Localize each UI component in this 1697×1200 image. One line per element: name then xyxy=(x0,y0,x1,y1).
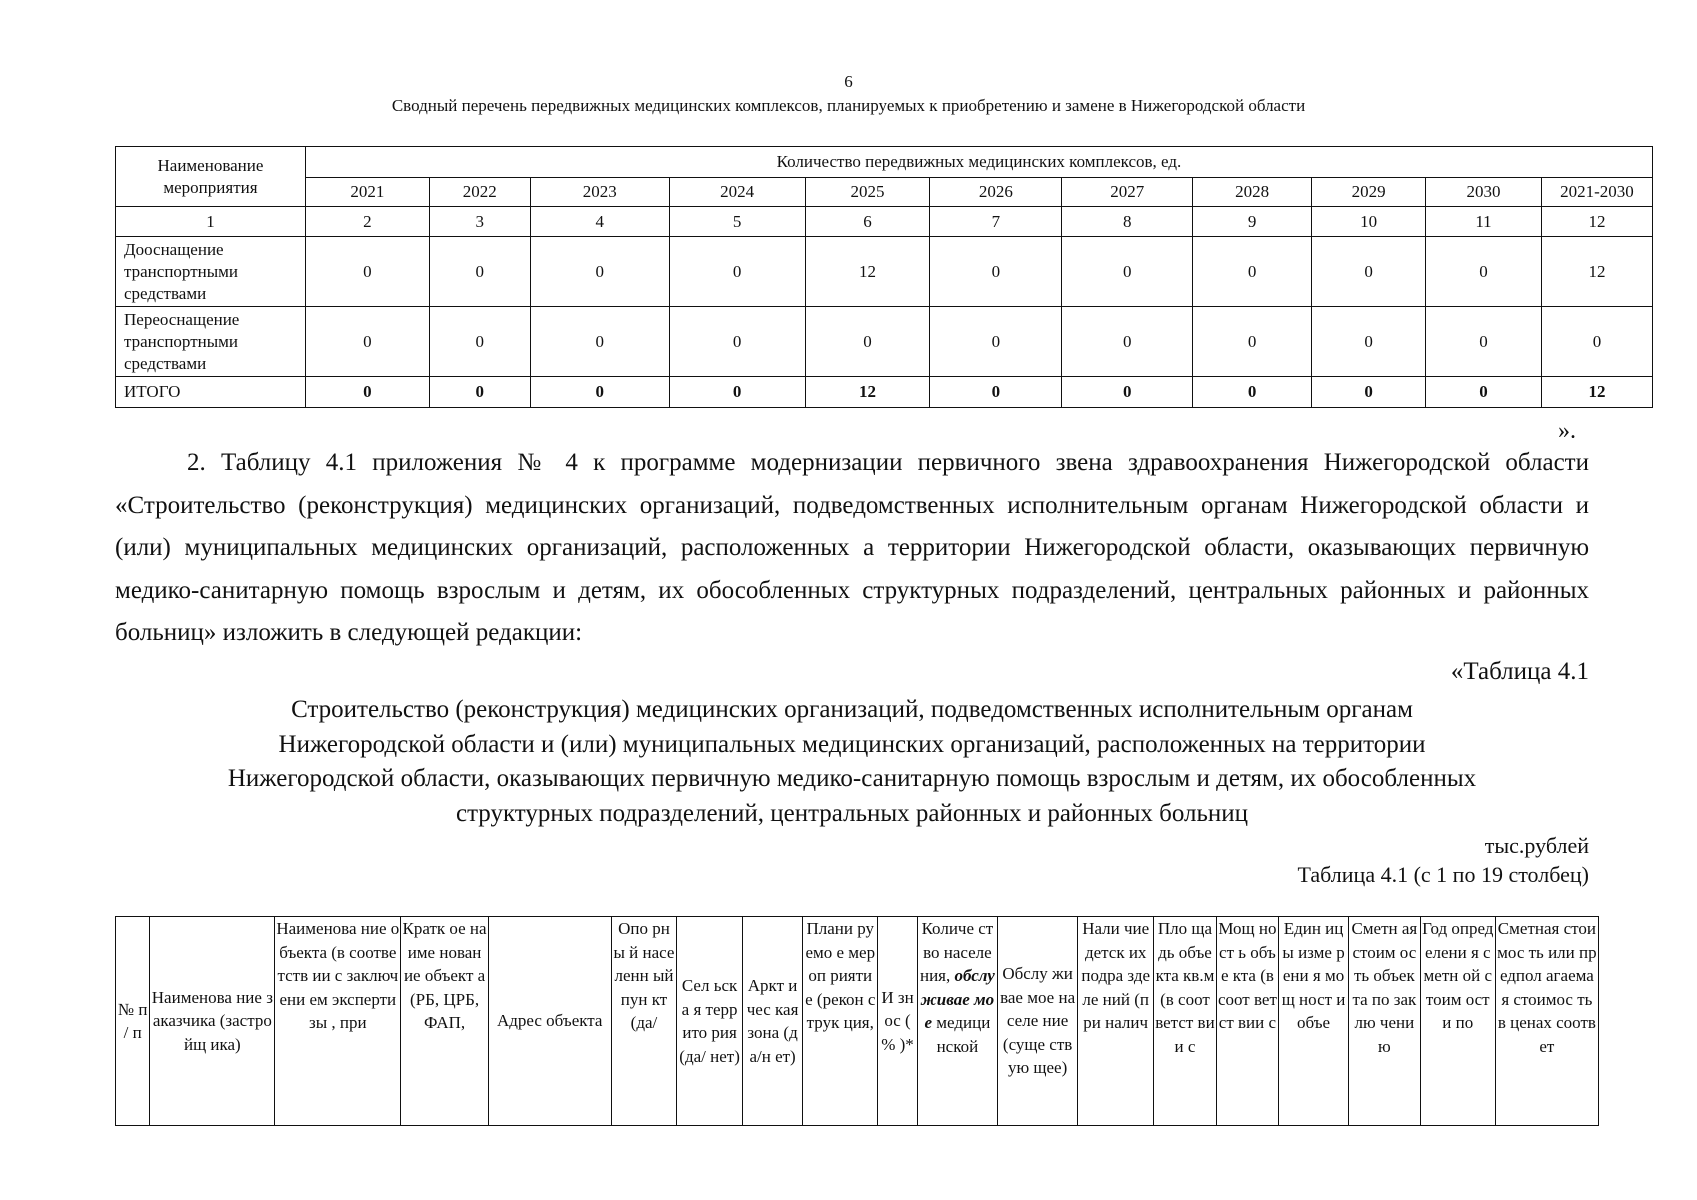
total-value-cell: 12 xyxy=(805,377,930,408)
year-cell: 2021 xyxy=(305,178,429,207)
column-number-row xyxy=(116,207,1653,237)
total-value-cell: 0 xyxy=(530,377,669,408)
paragraph-text: 2. Таблицу 4.1 приложения № 4 к программе модернизации первичного звена здравоохранения Нижегородской области «Строительство (реконструкция) медицинских организаций, подведомственных исполнительным органам Нижегородской области и (или) муниципальных медицинских организаций, расположенных а территории Нижегородской области, оказывающих первичную медико-санитарную помощь взрослым и детям, их обособленных структурных подразделений, центральных районных и районных больниц» изложить в следующей редакции: xyxy=(115,449,1589,646)
column-number-cell: 5 xyxy=(669,207,805,237)
column-number-cell: 6 xyxy=(805,207,930,237)
table2-title xyxy=(115,693,1589,831)
value-cell: 0 xyxy=(530,237,669,307)
table-row xyxy=(116,307,1653,377)
value-cell: 0 xyxy=(1062,237,1193,307)
value-cell: 12 xyxy=(805,237,930,307)
total-value-cell: 0 xyxy=(669,377,805,408)
column-number-cell: 2 xyxy=(305,207,429,237)
year-cell: 2030 xyxy=(1426,178,1542,207)
column-number-cell: 10 xyxy=(1312,207,1426,237)
value-cell: 0 xyxy=(305,307,429,377)
value-cell: 0 xyxy=(1312,307,1426,377)
title-line: Нижегородской области и (или) муниципальных медицинских организаций, расположенных на территории xyxy=(278,730,1426,758)
column-number-cell: 11 xyxy=(1426,207,1542,237)
value-cell: 0 xyxy=(1193,237,1312,307)
header-number: № п / п xyxy=(116,917,150,1126)
column-number-cell: 12 xyxy=(1541,207,1652,237)
header-population-count: Количе ство населе ния, обслу живае мое медици нской xyxy=(917,917,997,1126)
value-cell: 0 xyxy=(1426,307,1542,377)
header-capacity-units: Един ицы изме рени я мощ ност и объе xyxy=(1279,917,1349,1126)
year-cell: 2026 xyxy=(930,178,1062,207)
header-served-population: Обслу живае мое населе ние (суще ствую щее) xyxy=(998,917,1078,1126)
total-value-cell: 0 xyxy=(305,377,429,408)
value-cell: 0 xyxy=(1193,307,1312,377)
columns-note: Таблица 4.1 (с 1 по 19 столбец) xyxy=(1297,862,1589,887)
value-cell: 0 xyxy=(305,237,429,307)
value-cell: 12 xyxy=(1541,237,1652,307)
mobile-complexes-table xyxy=(115,146,1653,408)
column-number-cell: 7 xyxy=(930,207,1062,237)
page-number: 6 xyxy=(844,72,853,91)
total-value-cell: 0 xyxy=(1312,377,1426,408)
value-cell: 0 xyxy=(1426,237,1542,307)
total-label: ИТОГО xyxy=(116,377,306,408)
total-value-cell: 0 xyxy=(1062,377,1193,408)
year-cell: 2023 xyxy=(530,178,669,207)
header-event-name: Наименование мероприятия xyxy=(116,147,306,207)
table-row xyxy=(116,237,1653,307)
header-quantity: Количество передвижных медицинских комплексов, ед. xyxy=(305,147,1652,178)
header-object-name: Наименова ние объекта (в соответств ии с заключени ем экспертизы , при xyxy=(275,917,401,1126)
total-row xyxy=(116,377,1653,408)
header-short-name: Кратк ое наиме нован ие объект а (РБ, ЦРБ, ФАП, xyxy=(401,917,488,1126)
year-cell: 2027 xyxy=(1062,178,1193,207)
units-label: тыс.рублей xyxy=(1484,833,1589,858)
header-wear: И зн ос ( % )* xyxy=(878,917,918,1126)
header-customer: Наименова ние заказчика (застройщ ика) xyxy=(150,917,275,1126)
column-number-cell: 9 xyxy=(1193,207,1312,237)
total-value-cell: 0 xyxy=(930,377,1062,408)
construction-table-header xyxy=(115,916,1599,1126)
header-children-units: Нали чие детск их подра зделе ний (при налич xyxy=(1078,917,1154,1126)
header-arctic-zone: Аркт ичес кая зона (да/н ет) xyxy=(742,917,802,1126)
year-cell: 2028 xyxy=(1193,178,1312,207)
year-cell: 2029 xyxy=(1312,178,1426,207)
column-number-cell: 4 xyxy=(530,207,669,237)
table1-title: Сводный перечень передвижных медицинских комплексов, планируемых к приобретению и замене в Нижегородской области xyxy=(391,96,1306,115)
value-cell: 0 xyxy=(429,307,530,377)
value-cell: 0 xyxy=(805,307,930,377)
header-planned-event: Плани руемо е мероп рияти е (рекон струк ция, xyxy=(803,917,878,1126)
header-capacity: Мощ ност ь объе кта (в соот ветст вии с xyxy=(1216,917,1278,1126)
year-cell: 2024 xyxy=(669,178,805,207)
value-cell: 0 xyxy=(930,237,1062,307)
header-cost-current-prices: Сметная стоимос ть или предпол агаемая стоимос ть в ценах соответ xyxy=(1495,917,1598,1126)
row-name: Переоснащение транспортными средствами xyxy=(116,307,306,377)
value-cell: 0 xyxy=(429,237,530,307)
column-number-cell: 8 xyxy=(1062,207,1193,237)
total-value-cell: 0 xyxy=(1193,377,1312,408)
row-name: Дооснащение транспортными средствами xyxy=(116,237,306,307)
total-value-cell: 12 xyxy=(1541,377,1652,408)
header-cost-year: Год опред елени я сметн ой стоим ости по xyxy=(1420,917,1495,1126)
year-header-row xyxy=(116,178,1653,207)
year-cell: 2022 xyxy=(429,178,530,207)
column-number-cell: 3 xyxy=(429,207,530,237)
value-cell: 0 xyxy=(669,307,805,377)
header-estimated-cost: Сметн ая стоим ость объек та по заклю чени ю xyxy=(1348,917,1420,1126)
column-number-cell: 1 xyxy=(116,207,306,237)
title-line: Строительство (реконструкция) медицинских организаций, подведомственных исполнительным органам xyxy=(291,696,1413,723)
value-cell: 0 xyxy=(530,307,669,377)
closing-quote: ». xyxy=(1558,418,1576,444)
header-address: Адрес объекта xyxy=(488,917,611,1126)
table-label: «Таблица 4.1 xyxy=(1450,658,1589,685)
header-reference-settlement: Опо рны й насе ленн ый пун кт (да/ xyxy=(611,917,677,1126)
header-area: Пло щадь объе кта кв.м (в соот ветст вии с xyxy=(1154,917,1216,1126)
value-cell: 0 xyxy=(930,307,1062,377)
title-line: Нижегородской области, оказывающих первичную медико-санитарную помощь взрослым и детям, их обособленных xyxy=(227,765,1477,792)
value-cell: 0 xyxy=(1312,237,1426,307)
header-rural-area: Сел ьска я терр ито рия (да/ нет) xyxy=(677,917,743,1126)
value-cell: 0 xyxy=(669,237,805,307)
title-line: структурных подразделений, центральных районных и районных больниц xyxy=(455,799,1249,827)
year-cell: 2025 xyxy=(805,178,930,207)
value-cell: 0 xyxy=(1062,307,1193,377)
body-paragraph xyxy=(115,442,1589,655)
year-cell: 2021-2030 xyxy=(1541,178,1652,207)
total-value-cell: 0 xyxy=(1426,377,1542,408)
total-value-cell: 0 xyxy=(429,377,530,408)
value-cell: 0 xyxy=(1541,307,1652,377)
